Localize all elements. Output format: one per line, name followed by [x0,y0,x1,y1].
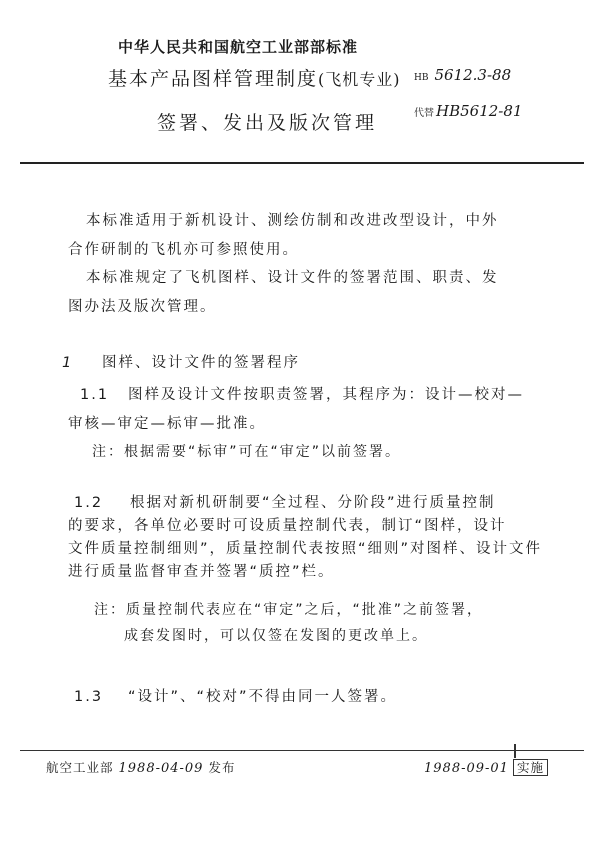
clause-1-3-number: 1.3 [74,689,104,705]
section-1-number: 1 [62,355,74,371]
replaces-standard [414,102,522,120]
footer-issuer: 航空工业部 [46,760,114,775]
intro-content-line-2: 图办法及版次管理。 [68,299,217,315]
footer-effective-date: 1988-09-01 [424,761,509,776]
standard-title-specialty: (飞机专业) [318,70,401,89]
replaces-number: HB5612-81 [436,102,523,120]
clause-1-2-note [94,597,564,649]
clause-1-2-line-1 [68,492,568,515]
clause-1-2 [68,492,568,584]
footer-issue-date: 1988-04-09 [118,761,204,776]
clause-1-2-line-4: 进行质量监督审查并签署“质控”栏。 [68,564,335,580]
intro-content-line-1: 本标准规定了飞机图样、设计文件的签署范围、职责、发 [86,270,499,286]
section-1-title: 图样、设计文件的签署程序 [102,355,300,371]
clause-1-1-note: 注：根据需要“标审”可在“审定”以前签署。 [92,444,402,460]
clause-1-2-line-2: 的要求，各单位必要时可设质量控制代表，制订“图样，设计 [68,518,507,534]
footer-issue [46,758,235,776]
standard-title [108,64,401,91]
clause-1-1-number: 1.1 [80,387,110,403]
section-1-heading [62,351,300,372]
standard-number-prefix: HB [414,73,429,83]
clause-1-2-line-3: 文件质量控制细则”，质量控制代表按照“细则”对图样、设计文件 [68,541,543,557]
clause-1-2-note-line-1: 注：质量控制代表应在“审定”之后，“批准”之前签署， [94,602,484,618]
footer-divider-tick [514,744,516,758]
intro-scope-line-2: 合作研制的飞机亦可参照使用。 [68,242,299,258]
footer-issue-label: 发布 [208,760,236,775]
intro-scope-line-1: 本标准适用于新机设计、测绘仿制和改进改型设计，中外 [86,213,499,229]
clause-1-1-line-2: 审核—审定—标审—批准。 [68,416,266,432]
footer-divider [20,750,584,751]
issuer-heading: 中华人民共和国航空工业部部标准 [118,38,359,56]
standard-subtitle: 签署、发出及版次管理 [157,112,378,134]
footer-effective [424,758,548,776]
clause-1-3-text: “设计”、“校对”不得由同一人签署。 [128,689,398,705]
replaces-label: 代替 [414,108,434,119]
clause-1-1-line-1 [68,381,568,410]
clause-1-2-note-line-2: 成套发图时，可以仅签在发图的更改单上。 [124,628,428,644]
clause-1-3 [74,685,397,706]
intro-paragraph-content [68,264,558,322]
clause-1-1 [68,381,568,439]
standard-number-value: 5612.3-88 [434,66,512,84]
clause-1-1-text-1: 图样及设计文件按职责签署，其程序为：设计—校对— [128,387,524,403]
standard-title-main: 基本产品图样管理制度 [108,68,319,90]
header-divider [20,162,584,164]
standard-number [414,66,511,84]
clause-1-2-text-1: 根据对新机研制要“全过程、分阶段”进行质量控制 [130,495,496,511]
footer-effective-label: 实施 [513,759,548,776]
clause-1-2-number: 1.2 [74,495,104,511]
intro-paragraph-scope [68,207,558,265]
